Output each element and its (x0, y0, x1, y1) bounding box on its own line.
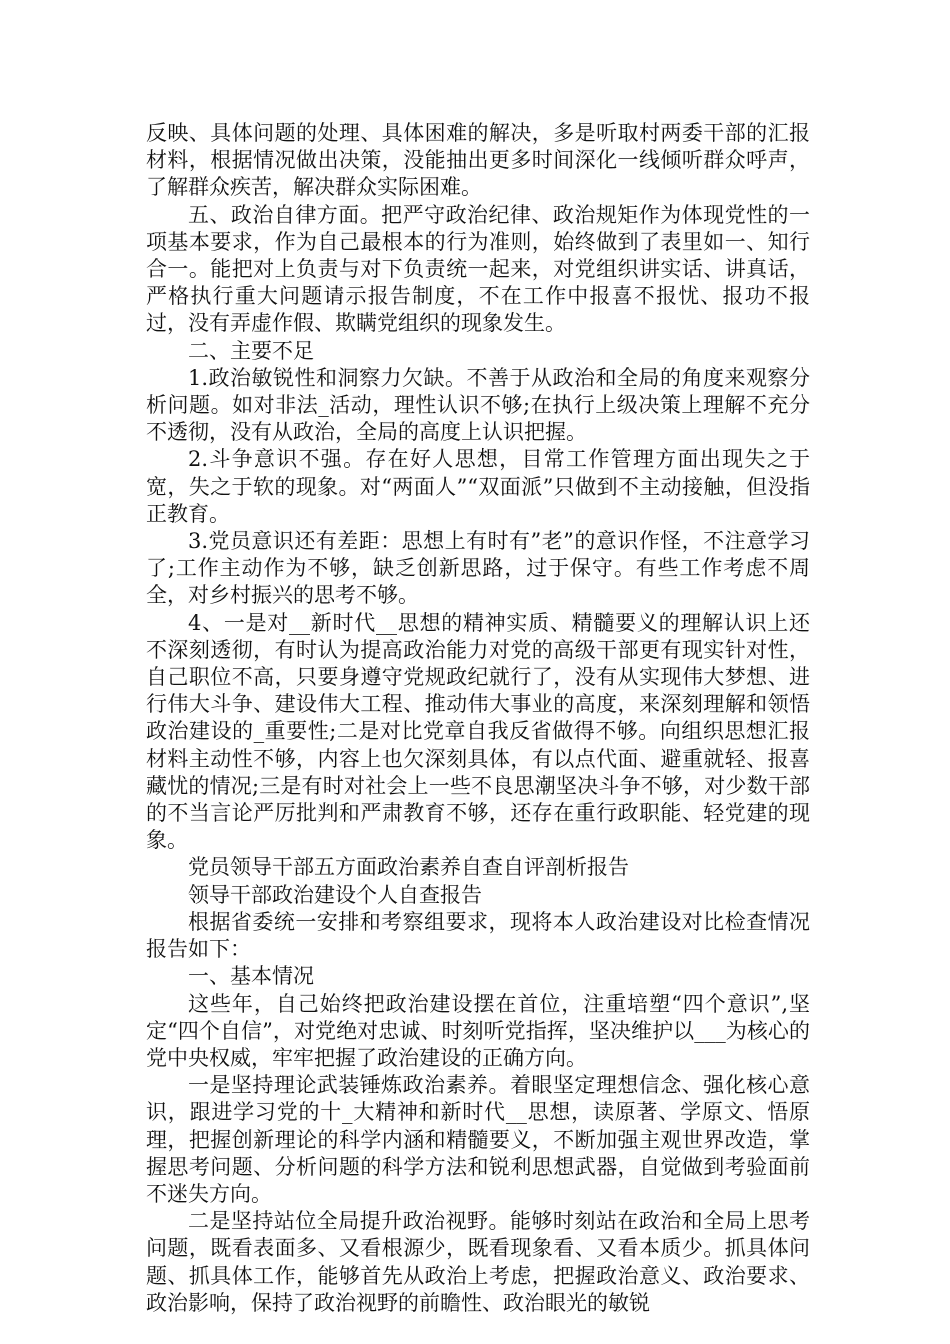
document-page (146, 120, 810, 1317)
paragraph-continued: 反映、具体问题的处理、具体困难的解决，多是听取村两委干部的汇报材料，根据情况做出决策，没能抽出更多时间深化一线倾听群众呼声，了解群众疾苦，解决群众实际困难。 (146, 121, 810, 200)
shortcoming-item-3: 3.党员意识还有差距：思想上有时有”老”的意识作怪，不注意学习了;工作主动作为不够，缺乏创新思路，过于保守。有些工作考虑不周全，对乡村振兴的思考不够。 (146, 529, 810, 608)
paragraph-overview: 这些年，自己始终把政治建设摆在首位，注重培塑“四个意识”,坚定“四个自信”，对党绝对忠诚、时刻听党指挥，坚决维护以___为核心的党中央权威，牢牢把握了政治建设的正确方向。 (146, 991, 810, 1070)
paragraph-political-discipline: 五、政治自律方面。把严守政治纪律、政治规矩作为体现党性的一项基本要求，作为自己最根本的行为准则，始终做到了表里如一、知行合一。能把对上负责与对下负责统一起来，对党组织讲实话、讲真话，严格执行重大问题请示报告制度，不在工作中报喜不报忧、报功不报过，没有弄虚作假、欺瞒党组织的现象发生。 (146, 202, 810, 336)
report-intro: 根据省委统一安排和考察组要求，现将本人政治建设对比检查情况报告如下： (146, 909, 810, 962)
shortcoming-item-4: 4、一是对__新时代__思想的精神实质、精髓要义的理解认识上还不深刻透彻，有时认为提高政治能力对党的高级干部更有现实针对性，自己职位不高，只要身遵守党规政纪就行了，没有从实现伟大梦想、进行伟大斗争、建设伟大工程、推动伟大事业的高度，来深刻理解和领悟政治建设的_重要性;二是对比党章自我反省做得不够。向组织思想汇报材料主动性不够，内容上也欠深刻具体，有以点代面、避重就轻、报喜藏忧的情况;三是有时对社会上一些不良思潮坚决斗争不够，对少数干部的不当言论严厉批判和严肃教育不够，还存在重行政职能、轻党建的现象。 (146, 610, 810, 853)
heading-basic-situation: 一、基本情况 (188, 964, 314, 989)
shortcoming-item-2: 2.斗争意识不强。存在好人思想，目常工作管理方面出现失之于宽，失之于软的现象。对“两面人”“双面派”只做到不主动接触，但没指正教育。 (146, 447, 810, 526)
shortcoming-item-1: 1.政治敏锐性和洞察力欠缺。不善于从政治和全局的角度来观察分析问题。如对非法_活动，理性认识不够;在执行上级决策上理解不充分不透彻，没有从政治，全局的高度上认识把握。 (146, 365, 810, 445)
paragraph-overall-view: 二是坚持站位全局提升政治视野。能够时刻站在政治和全局上思考问题，既看表面多、又看根源少，既看现象看、又看本质少。抓具体问题、抓具体工作，能够首先从政治上考虑，把握政治意义、政治要求、政治影响，保持了政治视野的前瞻性、政治眼光的敏锐 (146, 1209, 810, 1315)
report-title-2: 领导干部政治建设个人自查报告 (188, 882, 482, 907)
heading-main-shortcomings: 二、主要不足 (188, 338, 314, 363)
report-title-1: 党员领导干部五方面政治素养自查自评剖析报告 (188, 855, 629, 880)
paragraph-theory: 一是坚持理论武装锤炼政治素养。着眼坚定理想信念、强化核心意识，跟进学习党的十_大精神和新时代__思想，读原著、学原文、悟原理，把握创新理论的科学内涵和精髓要义，不断加强主观世界改造，掌握思考问题、分析问题的科学方法和锐利思想武器，自觉做到考验面前不迷失方向。 (146, 1073, 810, 1206)
